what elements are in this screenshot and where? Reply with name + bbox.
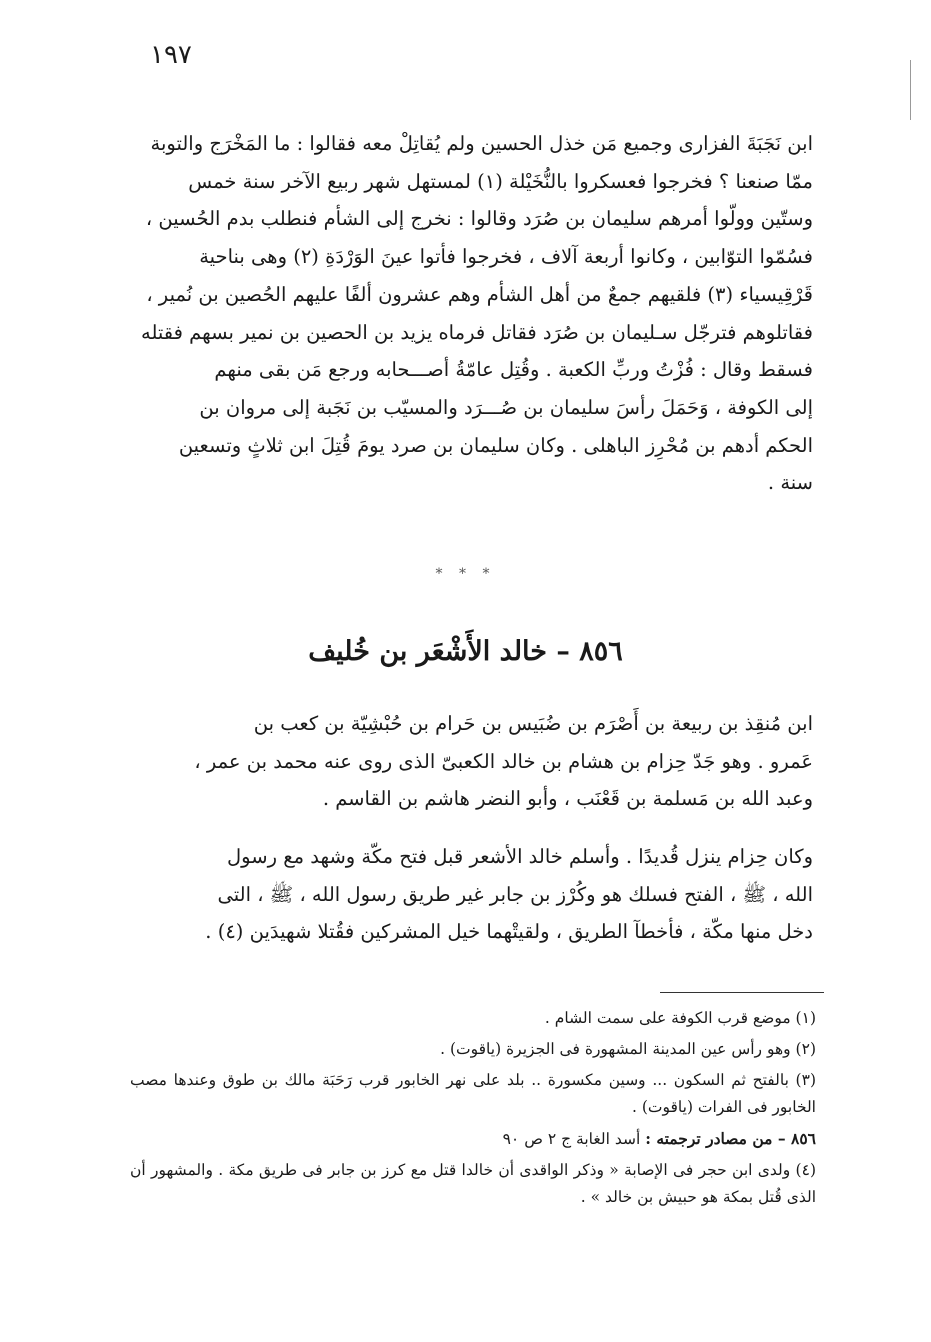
- text-line: عَمرو . وهو جَدّ حِزام بن هشام بن خالد الكعبىّ الذى روى عنه محمد بن عمر ،: [194, 749, 813, 773]
- page-number: ١٩٧: [150, 40, 192, 70]
- text-line: ابن نَجَبَةَ الفزارى وجميع مَن خذل الحسين ولم يُقاتِلْ معه فقالوا : ما المَخْرَج والتوبة: [150, 132, 813, 155]
- entry-heading: ٨٥٦ – خالد الأَشْعَر بن خُليف: [308, 636, 623, 667]
- text-line: الله ، ﷺ ، الفتح فسلك هو وكُرْز بن جابر غير طريق رسول الله ، ﷺ ، التى: [217, 882, 813, 906]
- text-line: فقاتلوهم فترجّل سـليمان بن صُرَد فقاتل فرماه يزيد بن الحصين بن نمير بسهم فقتله: [140, 320, 813, 344]
- text-line: ممّا صنعنا ؟ فخرجوا فعسكروا بالنُّخَيْلة (١) لمستهل شهر ربيع الآخر سنة خمس: [188, 169, 813, 193]
- footnotes: [130, 1005, 816, 1215]
- sources-label: ٨٥٦ – من مصادر ترجمته :: [645, 1129, 816, 1148]
- footnote-3: (٣) بالفتح ثم السكون ... وسين مكسورة .. بلد على نهر الخابور قرب رَحَبَة مالك بن طوق وعندها مصب الخابور فى الفرات (ياقوت) .: [130, 1071, 816, 1116]
- entry-paragraph-1: [125, 705, 813, 818]
- text-line: وعبد الله بن مَسلمة بن قَعْنَب ، وأبو النضر هاشم بن القاسم .: [322, 787, 813, 811]
- text-line: دخل منها مكّة ، فأخطآ الطريق ، ولقيتْهما خيل المشركين فقُتلا شهيدَين (٤) .: [205, 920, 813, 944]
- footnote-1: (١) موضع قرب الكوفة على سمت الشام .: [544, 1009, 816, 1027]
- sources-text: أسد الغابة ج ٢ ص ٩٠: [502, 1130, 641, 1148]
- text-line: وكان حِزام ينزل قُديدًا . وأسلم خالد الأشعر قبل فتح مكّة وشهد مع رسول: [227, 845, 813, 868]
- text-line: فسقط وقال : فُزْتُ وربِّ الكعبة . وقُتِل عامّةُ أصـــحابه ورجع مَن بقى منهم: [214, 358, 813, 382]
- footnote-2: (٢) وهو رأس عين المدينة المشهورة فى الجزيرة (ياقوت) .: [440, 1040, 816, 1058]
- text-line: ابن مُنقِذ بن ربيعة بن أَصْرَم بن ضُبَيس بن حَرام بن حُبْشِيّة بن كعب بن: [253, 712, 813, 735]
- footnote-rule: [660, 992, 824, 993]
- sources-note: [130, 1125, 816, 1153]
- text-line: سنة .: [767, 471, 813, 495]
- text-line: فسُمّوا التوّابين ، وكانوا أربعة آلاف ، فخرجوا فأتوا عينَ الوَرْدَةِ (٢) وهى بناحية: [199, 245, 813, 269]
- text-line: الحكم أدهم بن مُحْرِز الباهلى . وكان سليمان بن صرد يومَ قُتِلَ ابن ثلاثٍ وتسعين: [178, 433, 813, 457]
- section-separator: * * *: [435, 566, 496, 582]
- footnote-4: (٤) ولدى ابن حجر فى الإصابة « وذكر الواقدى أن خالدا قتل مع كرز بن جابر فى طريق مكة . والمشهور أن الذى قُتل بمكة هو حبيش بن خالد » .: [130, 1161, 816, 1206]
- margin-mark: [910, 60, 911, 120]
- text-line: قَرْقِيسياء (٣) فلقيهم جمعٌ من أهل الشأم وهم عشرون ألفًا عليهم الحُصين بن نُمير ،: [146, 282, 813, 306]
- top-paragraph: [125, 125, 813, 502]
- text-line: وستّين وولّوا أمرهم سليمان بن صُرَد وقالوا : نخرج إلى الشأم فنطلب بدم الحُسين ،: [145, 207, 813, 231]
- entry-paragraph-2: [125, 838, 813, 951]
- text-line: إلى الكوفة ، وَحَمَلَ رأسَ سليمان بن صُـــرَد والمسيّب بن نَجَبة إلى مروان بن: [199, 395, 813, 419]
